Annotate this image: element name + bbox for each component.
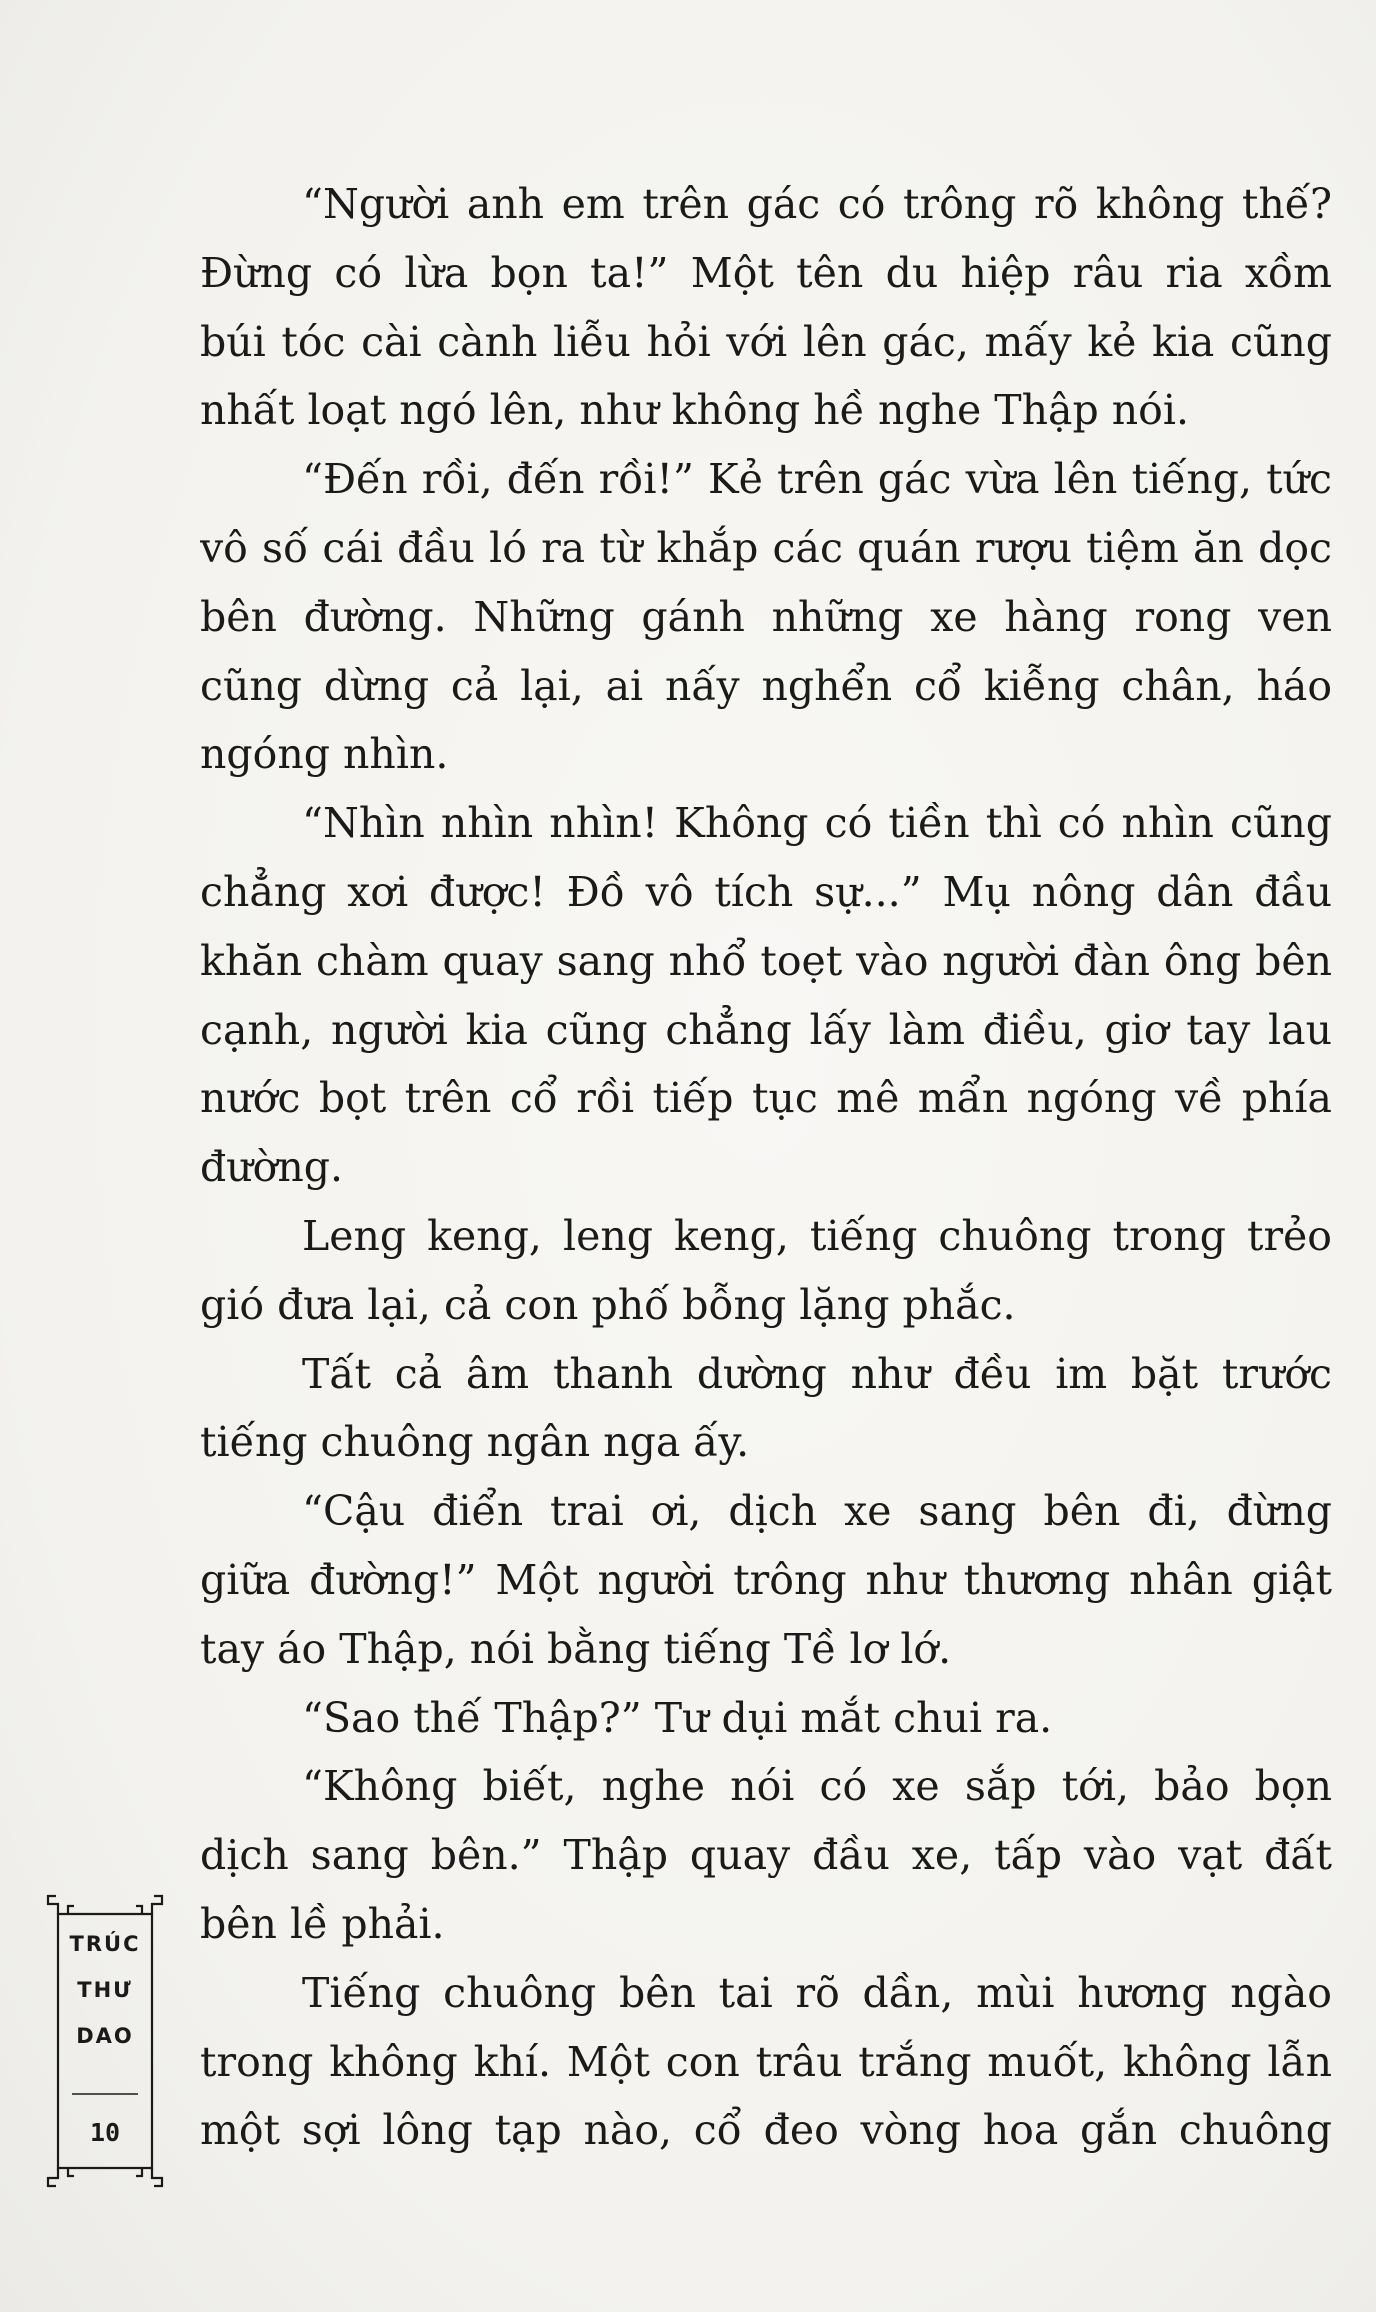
text-line: dịch sang bên.” Thập quay đầu xe, tấp vào vạt đất: [200, 1831, 1332, 1880]
paragraph: [200, 789, 1332, 1202]
text-line: tay áo Thập, nói bằng tiếng Tề lơ lớ.: [200, 1624, 952, 1673]
badge-title-word: THƯ: [77, 1978, 133, 2002]
text-line: búi tóc cài cành liễu hỏi với lên gác, mấy kẻ kia cũng: [200, 317, 1332, 366]
text-line: cũng dừng cả lại, ai nấy nghển cổ kiễng chân, háo: [200, 661, 1332, 710]
text-line: khăn chàm quay sang nhổ toẹt vào người đàn ông bên: [200, 936, 1332, 985]
text-line: gió đưa lại, cả con phố bỗng lặng phắc.: [200, 1280, 1016, 1329]
text-line: bên lề phải.: [200, 1899, 445, 1948]
text-line: chẳng xơi được! Đồ vô tích sự...” Mụ nông dân đầu: [200, 867, 1332, 916]
text-line: “Người anh em trên gác có trông rõ không thế?: [302, 180, 1332, 228]
paragraph: [200, 445, 1332, 789]
text-line: Đừng có lừa bọn ta!” Một tên du hiệp râu ria xồm: [200, 248, 1332, 297]
badge-title-word: TRÚC: [69, 1932, 141, 1956]
text-line: đường.: [200, 1143, 344, 1192]
text-line: vô số cái đầu ló ra từ khắp các quán rượu tiệm ăn dọc: [200, 523, 1332, 572]
paragraph: [200, 1202, 1332, 1340]
text-line: “Không biết, nghe nói có xe sắp tới, bảo bọn: [302, 1762, 1332, 1811]
text-line: trong không khí. Một con trâu trắng muốt, không lẫn: [200, 2037, 1332, 2086]
text-line: “Sao thế Thập?” Tư dụi mắt chui ra.: [302, 1693, 1053, 1742]
paragraph: [200, 1684, 1332, 1753]
text-line: Leng keng, leng keng, tiếng chuông trong trẻo: [302, 1211, 1332, 1260]
text-line: ngóng nhìn.: [200, 730, 449, 779]
paragraph: [200, 1477, 1332, 1683]
text-line: “Nhìn nhìn nhìn! Không có tiền thì có nhìn cũng: [302, 799, 1332, 848]
text-line: “Đến rồi, đến rồi!” Kẻ trên gác vừa lên tiếng, tức: [302, 455, 1332, 504]
text-line: tiếng chuông ngân nga ấy.: [200, 1418, 750, 1467]
text-line: Tất cả âm thanh dường như đều im bặt trước: [302, 1349, 1332, 1398]
text-line: giữa đường!” Một người trông như thương nhân giật: [200, 1555, 1332, 1604]
text-line: “Cậu điển trai ơi, dịch xe sang bên đi, đừng: [302, 1487, 1332, 1536]
text-line: cạnh, người kia cũng chẳng lấy làm điều, giơ tay lau: [200, 1005, 1332, 1054]
body-text: [200, 170, 1332, 2165]
page-number-badge: [44, 1892, 166, 2189]
text-line: một sợi lông tạp nào, cổ đeo vòng hoa gắn chuông: [200, 2106, 1332, 2155]
page-number: 10: [89, 2118, 121, 2147]
text-line: nhất loạt ngó lên, như không hề nghe Thập nói.: [200, 386, 1190, 435]
text-line: bên đường. Những gánh những xe hàng rong ven: [200, 592, 1332, 641]
paragraph: [200, 1959, 1332, 2165]
paragraph: [200, 1752, 1332, 1958]
badge-title-word: DAO: [76, 2024, 134, 2048]
text-line: nước bọt trên cổ rồi tiếp tục mê mẩn ngóng về phía: [200, 1074, 1332, 1123]
paragraph: [200, 170, 1332, 445]
text-line: Tiếng chuông bên tai rõ dần, mùi hương ngào: [302, 1968, 1332, 2017]
paragraph: [200, 1340, 1332, 1478]
